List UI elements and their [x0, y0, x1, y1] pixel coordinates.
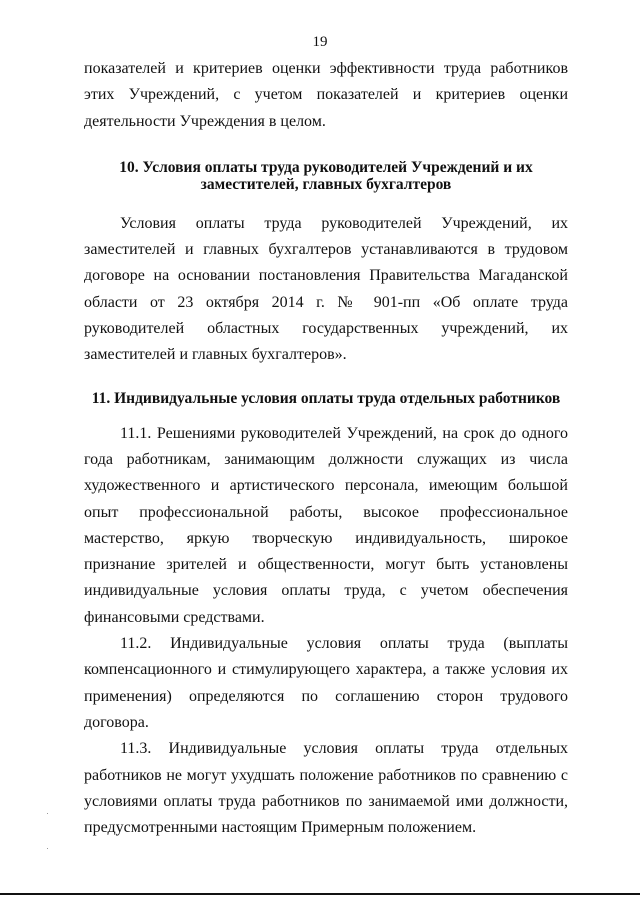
document-body: [84, 56, 568, 841]
page-number: 19: [312, 34, 328, 50]
clause-11-3: 11.3. Индивидуальные условия оплаты труда отдельных работников не могут ухудшать положение работников по сравнению с условиями оплаты труда работников по занимаемой ими должности, предусмотренными настоящим Примерным положением.: [84, 740, 568, 837]
section-10-paragraph: Условия оплаты труда руководителей Учреждений, их заместителей и главных бухгалтеров устанавливаются в трудовом договоре на основании постановления Правительства Магаданской области от 23 октября 2014 г. № 901-пп «Об оплате труда руководителей областных государственных учреждений, их заместителей и главных бухгалтеров».: [84, 214, 568, 364]
scan-speck: [47, 848, 48, 849]
page-bottom-edge: [0, 893, 640, 895]
scan-speck: [47, 813, 48, 814]
clause-11-1: 11.1. Решениями руководителей Учреждений, на срок до одного года работникам, занимающим должности служащих из числа художественного и артистического персонала, имеющим большой опыт профессиональной работы, высокое профессиональное мастерство, яркую творческую индивидуальность, широкое признание зрителей и общественности, могут быть установлены индивидуальные условия оплаты труда, с учетом обеспечения финансовыми средствами.: [84, 424, 568, 626]
section-11-heading: 11. Индивидуальные условия оплаты труда отдельных работников: [91, 389, 561, 407]
section-10-heading-line-1: 10. Условия оплаты труда руководителей Учреждений и их: [119, 158, 533, 176]
section-10-heading: [84, 159, 568, 193]
clause-11-2: 11.2. Индивидуальные условия оплаты труда (выплаты компенсационного и стимулирующего характера, а также условия их применения) определяются по соглашению сторон трудового договора.: [84, 635, 568, 731]
section-10-heading-line-2: заместителей, главных бухгалтеров: [200, 175, 452, 193]
paragraph-intro: показателей и критериев оценки эффективности труда работников этих Учреждений, с учетом показателей и критериев оценки деятельности Учреждения в целом.: [84, 60, 568, 130]
